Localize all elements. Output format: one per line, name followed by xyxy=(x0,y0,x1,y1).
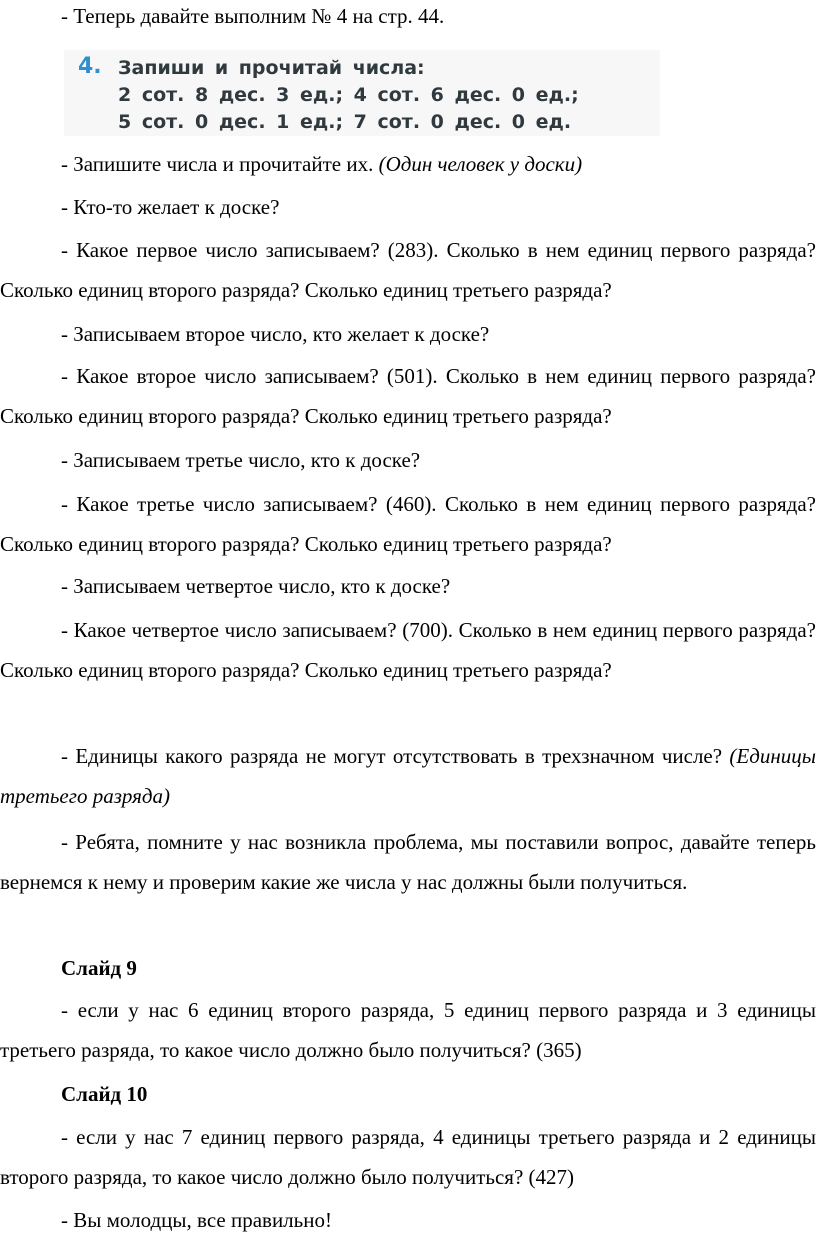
exercise-numbers-line-1: 2 сот. 8 дес. 3 ед.; 4 сот. 6 дес. 0 ед.; xyxy=(118,84,579,106)
textbook-exercise-image xyxy=(64,50,660,136)
paragraph-third-number-call: - Записываем третье число, кто к доске? xyxy=(61,448,421,472)
paragraph-write-numbers xyxy=(0,144,816,184)
exercise-instruction: Запиши и прочитай числа: xyxy=(118,57,425,79)
paragraph-required-digit xyxy=(0,736,816,816)
paragraph-first-number: - Какое первое число записываем? (283). Сколько в нем единиц первого разряда? Сколько единиц второго разряда? Сколько единиц третьего разряда? xyxy=(0,238,816,302)
paragraph-problem-return: - Ребята, помните у нас возникла проблема, мы поставили вопрос, давайте теперь вернемся к нему и проверим какие же числа у нас должны были получиться. xyxy=(0,830,816,894)
slide-9-heading: Слайд 9 xyxy=(61,956,137,980)
intro-line: - Теперь давайте выполним № 4 на стр. 44. xyxy=(61,4,445,28)
paragraph-second-number: - Какое второе число записываем? (501). Сколько в нем единиц первого разряда? Сколько единиц второго разряда? Сколько единиц третьего разряда? xyxy=(0,364,816,428)
answer-note: (Единицы третьего разряда) xyxy=(0,744,816,808)
paragraph-who-to-board: - Кто-то желает к доске? xyxy=(61,195,280,219)
paragraph-fourth-number-call: - Записываем четвертое число, кто к доске? xyxy=(61,574,451,598)
slide-10-question: - если у нас 7 единиц первого разряда, 4 единицы третьего разряда и 2 единицы второго разряда, то какое число должно было получиться? (427) xyxy=(0,1125,816,1189)
slide-10-heading: Слайд 10 xyxy=(61,1082,148,1106)
paragraph-fourth-number: - Какое четвертое число записываем? (700). Сколько в нем единиц первого разряда? Сколько единиц второго разряда? Сколько единиц третьего разряда? xyxy=(0,618,816,682)
exercise-numbers-line-2: 5 сот. 0 дес. 1 ед.; 7 сот. 0 дес. 0 ед. xyxy=(118,111,572,133)
teacher-note: (Один человек у доски) xyxy=(378,152,583,176)
closing-line: - Вы молодцы, все правильно! xyxy=(61,1208,332,1232)
paragraph-third-number: - Какое третье число записываем? (460). Сколько в нем единиц первого разряда? Сколько единиц второго разряда? Сколько единиц третьего разряда? xyxy=(0,492,816,556)
paragraph-text: - Запишите числа и прочитайте их. xyxy=(61,152,379,176)
exercise-number: 4. xyxy=(78,54,102,79)
slide-9-question: - если у нас 6 единиц второго разряда, 5 единиц первого разряда и 3 единицы третьего разряда, то какое число должно было получиться? (365) xyxy=(0,998,816,1062)
paragraph-text: - Единицы какого разряда не могут отсутствовать в трехзначном числе? xyxy=(61,744,730,768)
paragraph-second-number-call: - Записываем второе число, кто желает к доске? xyxy=(61,322,490,346)
